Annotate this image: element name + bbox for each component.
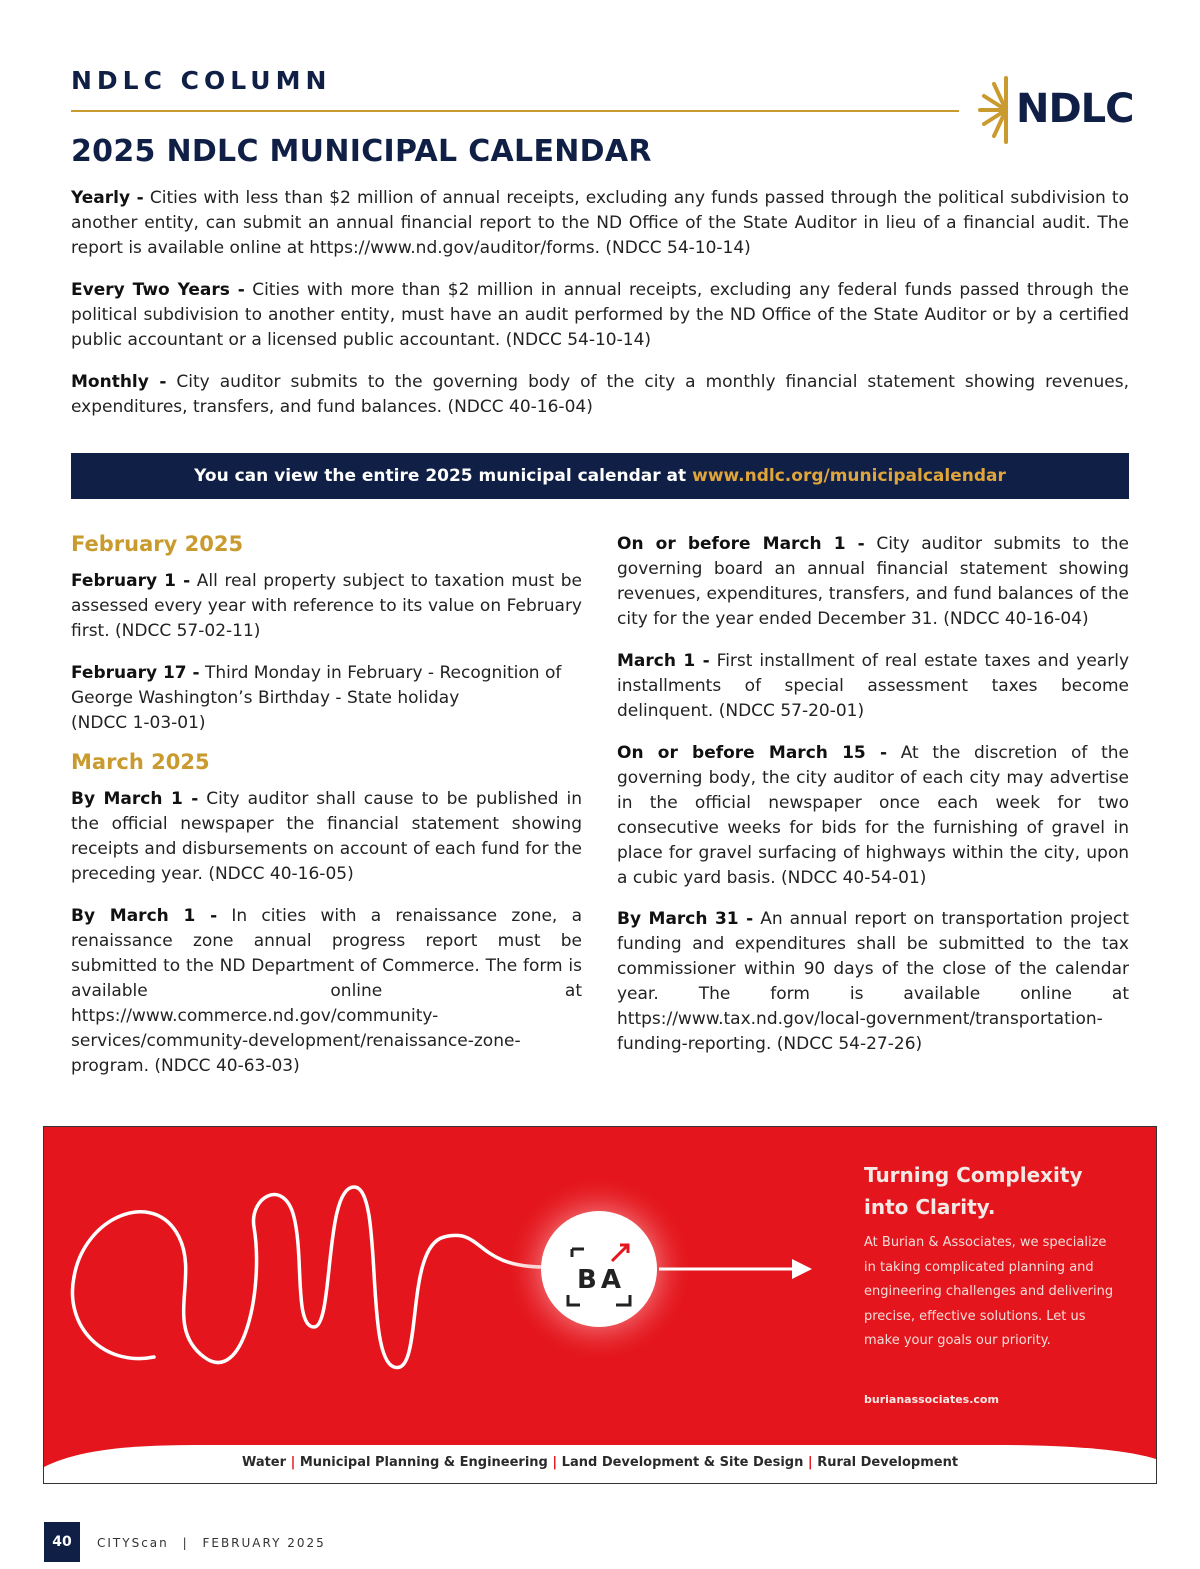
intro-term: Every Two Years -	[71, 280, 245, 300]
entry-term: March 1 -	[617, 651, 710, 671]
entry-term: By March 1 -	[71, 789, 199, 809]
entry-term: On or before March 1 -	[617, 534, 865, 554]
intro-term: Monthly -	[71, 372, 167, 392]
page-number: 40	[44, 1522, 80, 1562]
entry-text: Third Monday in February - Recognition of George Washington’s Birthday - State holiday	[71, 663, 562, 708]
ad-headline-line2: into Clarity.	[864, 1195, 996, 1219]
issue-date: FEBRUARY 2025	[202, 1536, 326, 1550]
service-separator: |	[807, 1455, 813, 1470]
entry-march-1	[617, 649, 1129, 724]
intro-monthly	[71, 370, 1129, 420]
squiggle-line	[74, 1187, 544, 1368]
entry-text: At the discretion of the governing body, the city auditor of each city may advertise in the official newspaper once each week for two consecutive weeks for bids for the furnishing of gravel in place for gravel surfacing of highways within the city, upon a cubic yard basis. (NDCC 40-54-01)	[617, 743, 1130, 888]
service-water: Water	[241, 1455, 287, 1470]
ad-headline-line1: Turning Complexity	[864, 1163, 1083, 1187]
publication-name: CITYScan	[97, 1536, 169, 1550]
service-rural: Rural Development	[817, 1455, 959, 1470]
squiggle-tail	[72, 1277, 154, 1359]
ad-url-link[interactable]: burianassociates.com	[864, 1393, 999, 1406]
entry-text: All real property subject to taxation must be assessed every year with reference to its value on February first. (NDCC 57-02-11)	[71, 571, 582, 641]
arrow-head-icon	[792, 1259, 812, 1279]
entry-text: First installment of real estate taxes and yearly installments of special assessment taxes become delinquent. (NDCC 57-20-01)	[617, 651, 1129, 721]
entry-term: By March 1 -	[71, 906, 218, 926]
calendar-banner	[71, 453, 1129, 499]
footer-publication	[97, 1536, 326, 1550]
march-heading: March 2025	[71, 750, 210, 774]
entry-text: An annual report on transportation project funding and expenditures shall be submitted to the tax commissioner within 90 days of the close of the calendar year. The form is available online at https://www.tax.nd.gov/local-government/transportation-funding-reporting. (NDCC 54-27-26)	[617, 909, 1130, 1054]
intro-text: Cities with more than $2 million in annual receipts, excluding any federal funds passed through the political subdivision to another entity, must have an audit performed by the ND Office of the State Auditor or by a certified public accountant or a licensed public accountant. (NDCC 54-10-14)	[71, 280, 1129, 350]
intro-yearly	[71, 186, 1129, 261]
entry-on-or-before-march-15	[617, 741, 1129, 891]
entry-by-march-1-statement	[71, 787, 582, 887]
footer-separator: |	[182, 1536, 189, 1550]
ad-body: At Burian & Associates, we specialize in taking complicated planning and engineering challenges and delivering precise, effective solutions. Let us make your goals our priority.	[864, 1235, 1114, 1348]
entry-text: In cities with a renaissance zone, a renaissance zone annual progress report must be submitted to the ND Department of Commerce. The form is available online at https://www.commerce.nd.gov/community-services/community-development/renaissance-zone-program. (NDCC 40-63-03)	[71, 906, 582, 1076]
entry-text: City auditor submits to the governing board an annual financial statement showing revenues, expenditures, transfers, and fund balances of the city for the year ended December 31. (NDCC 40-16-04)	[617, 534, 1130, 629]
entry-february-1	[71, 569, 582, 644]
service-separator: |	[290, 1455, 296, 1470]
entry-by-march-1-renaissance	[71, 904, 582, 1079]
entry-on-or-before-march-1	[617, 532, 1129, 632]
entry-text: City auditor shall cause to be published in the official newspaper the financial statement showing receipts and disbursements on account of each fund for the preceding year. (NDCC 40-16-05)	[71, 789, 582, 884]
calendar-link[interactable]: www.ndlc.org/municipalcalendar	[692, 466, 1006, 486]
intro-text: Cities with less than $2 million of annual receipts, excluding any funds passed through the political subdivision to another entity, can submit an annual financial report to the ND Office of the State Auditor in lieu of a financial audit. The report is available online at https://www.nd.gov/auditor/forms. (NDCC 54-10-14)	[71, 188, 1130, 258]
ndlc-logo	[976, 74, 1136, 146]
service-land: Land Development & Site Design	[561, 1455, 804, 1470]
intro-text: City auditor submits to the governing body of the city a monthly financial statement showing revenues, expenditures, transfers, and fund balances. (NDCC 40-16-04)	[71, 372, 1130, 417]
february-heading: February 2025	[71, 532, 244, 556]
sunburst-icon	[976, 74, 1020, 146]
entry-citation: (NDCC 1-03-01)	[71, 713, 206, 733]
entry-term: By March 31 -	[617, 909, 754, 929]
burian-advertisement[interactable]	[43, 1126, 1157, 1484]
ba-logo-text: BA	[577, 1265, 625, 1295]
entry-term: February 17 -	[71, 663, 200, 683]
header-rule	[71, 110, 959, 112]
entry-by-march-31	[617, 907, 1129, 1057]
page-title: 2025 NDLC MUNICIPAL CALENDAR	[71, 134, 652, 169]
service-municipal: Municipal Planning & Engineering	[299, 1455, 548, 1470]
logo-text: NDLC	[1016, 86, 1134, 132]
ad-services	[44, 1455, 1156, 1470]
entry-february-17	[71, 661, 582, 736]
service-separator: |	[552, 1455, 558, 1470]
banner-text: You can view the entire 2025 municipal calendar at	[194, 466, 687, 486]
intro-every-two-years	[71, 278, 1129, 353]
intro-term: Yearly -	[71, 188, 144, 208]
entry-term: On or before March 15 -	[617, 743, 887, 763]
entry-term: February 1 -	[71, 571, 191, 591]
ad-headline	[864, 1159, 1124, 1223]
section-label: NDLC COLUMN	[71, 66, 332, 95]
